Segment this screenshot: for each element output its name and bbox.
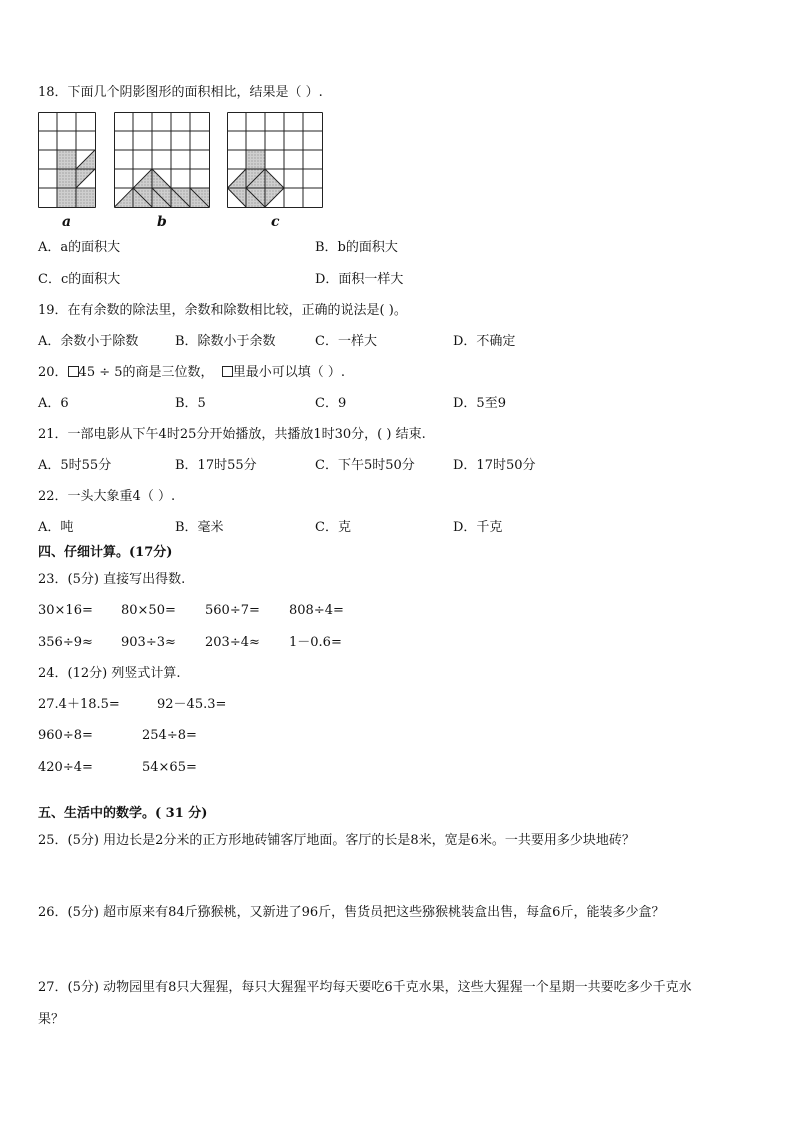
q26-stem: 26．(5分) 超市原来有84斤猕猴桃，又新进了96斤，售货员把这些猕猴桃装盒出售，每盒6斤，能装多少盒？ bbox=[38, 905, 665, 920]
q21-option-d[interactable]: D．17时50分 bbox=[453, 458, 536, 473]
q19-option-b[interactable]: B．除数小于余数 bbox=[175, 334, 276, 349]
q19-stem: 19．在有余数的除法里，余数和除数相比较，正确的说法是( )。 bbox=[38, 303, 407, 318]
q20-stem bbox=[38, 365, 345, 381]
q24-expr: 960÷8= bbox=[38, 728, 93, 743]
q24-stem: 24．(12分) 列竖式计算. bbox=[38, 666, 181, 681]
figure-grid-b bbox=[114, 112, 212, 208]
q23-expr: 1－0.6= bbox=[289, 635, 342, 650]
blank-box-icon bbox=[222, 366, 233, 377]
figure-label-b: b bbox=[157, 214, 167, 230]
q22-option-c[interactable]: C．克 bbox=[315, 520, 351, 535]
q23-expr: 808÷4= bbox=[289, 603, 344, 618]
q19-option-a[interactable]: A．余数小于除数 bbox=[38, 334, 139, 349]
figure-label-a: a bbox=[62, 214, 72, 230]
q27-stem-line2: 果？ bbox=[38, 1012, 65, 1027]
blank-box-icon bbox=[68, 366, 79, 377]
q20-option-a[interactable]: A．6 bbox=[38, 396, 69, 411]
q23-expr: 560÷7= bbox=[205, 603, 260, 618]
q20-stem-mid: 45 ÷ 5的商是三位数， bbox=[78, 365, 214, 380]
q18-option-c[interactable]: C．c的面积大 bbox=[38, 272, 121, 287]
figure-label-c: c bbox=[271, 214, 280, 230]
q22-option-b[interactable]: B．毫米 bbox=[175, 520, 224, 535]
figure-grid-c bbox=[227, 112, 325, 208]
section5-title: 五、生活中的数学。( 31 分) bbox=[38, 806, 208, 821]
q24-expr: 92－45.3= bbox=[157, 697, 227, 712]
q23-expr: 903÷3≈ bbox=[121, 635, 176, 650]
q24-expr: 420÷4= bbox=[38, 760, 93, 775]
q25-stem: 25．(5分) 用边长是2分米的正方形地砖铺客厅地面。客厅的长是8米，宽是6米。一共要用多少块地砖？ bbox=[38, 833, 635, 848]
q19-option-c[interactable]: C．一样大 bbox=[315, 334, 377, 349]
q20-option-c[interactable]: C．9 bbox=[315, 396, 347, 411]
q27-stem-line1: 27．(5分) 动物园里有8只大猩猩，每只大猩猩平均每天要吃6千克水果，这些大猩猩一个星期一共要吃多少千克水 bbox=[38, 980, 692, 995]
figure-grid-a bbox=[38, 112, 98, 208]
q20-number: 20． bbox=[38, 365, 68, 380]
q20-option-b[interactable]: B．5 bbox=[175, 396, 206, 411]
q18-option-a[interactable]: A．a的面积大 bbox=[38, 240, 121, 255]
q23-expr: 203÷4≈ bbox=[205, 635, 260, 650]
q23-expr: 80×50= bbox=[121, 603, 176, 618]
q22-option-d[interactable]: D．千克 bbox=[453, 520, 503, 535]
q22-option-a[interactable]: A．吨 bbox=[38, 520, 74, 535]
q24-expr: 254÷8= bbox=[142, 728, 197, 743]
q20-option-d[interactable]: D．5至9 bbox=[453, 396, 506, 411]
q22-stem: 22．一头大象重4（ ）. bbox=[38, 489, 176, 504]
q21-stem: 21．一部电影从下午4时25分开始播放，共播放1时30分，( ) 结束. bbox=[38, 427, 426, 442]
q23-stem: 23．(5分) 直接写出得数. bbox=[38, 572, 186, 587]
q19-option-d[interactable]: D．不确定 bbox=[453, 334, 516, 349]
q21-option-b[interactable]: B．17时55分 bbox=[175, 458, 257, 473]
q21-option-a[interactable]: A．5时55分 bbox=[38, 458, 112, 473]
q18-option-d[interactable]: D．面积一样大 bbox=[315, 272, 404, 287]
q24-expr: 54×65= bbox=[142, 760, 197, 775]
q18-option-b[interactable]: B．b的面积大 bbox=[315, 240, 398, 255]
q21-option-c[interactable]: C．下午5时50分 bbox=[315, 458, 415, 473]
q20-stem-end: 里最小可以填（ ）. bbox=[232, 365, 346, 380]
q23-expr: 356÷9≈ bbox=[38, 635, 93, 650]
section4-title: 四、仔细计算。(17分) bbox=[38, 545, 173, 560]
q24-expr: 27.4＋18.5= bbox=[38, 697, 120, 712]
q18-stem: 18．下面几个阴影图形的面积相比，结果是（ ）. bbox=[38, 85, 323, 100]
q23-expr: 30×16= bbox=[38, 603, 93, 618]
